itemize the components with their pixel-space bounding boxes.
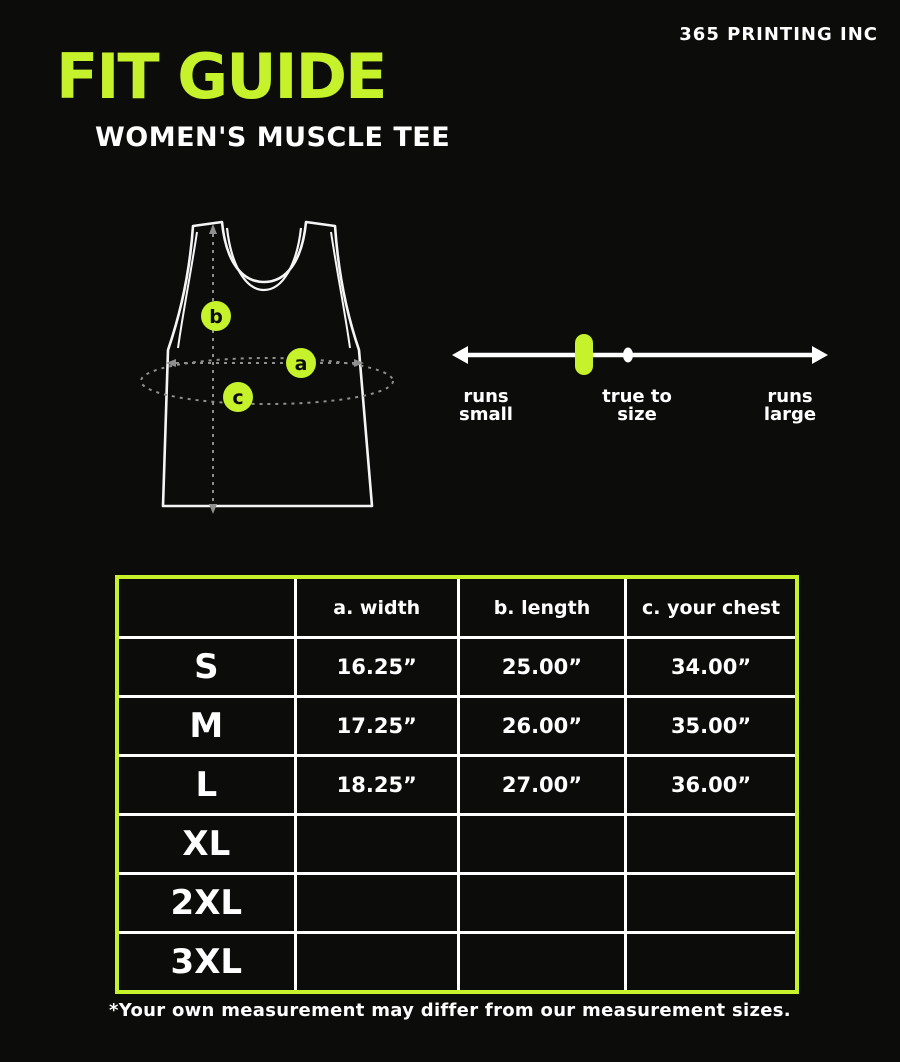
size-cell: M bbox=[117, 697, 295, 756]
measure-point-a-label: a bbox=[294, 353, 308, 375]
length-cell: 27.00” bbox=[458, 756, 625, 815]
chest-cell bbox=[626, 933, 797, 993]
page-subtitle: WOMEN'S MUSCLE TEE bbox=[95, 122, 451, 153]
size-chart-header-row bbox=[117, 577, 797, 638]
chest-measure-ellipse bbox=[141, 358, 393, 404]
fit-scale-arrow-left-icon bbox=[452, 346, 468, 364]
width-cell bbox=[295, 874, 458, 933]
brand-text: 365 PRINTING INC bbox=[679, 24, 878, 45]
table-row bbox=[117, 815, 797, 874]
chest-cell: 34.00” bbox=[626, 638, 797, 697]
width-cell: 18.25” bbox=[295, 756, 458, 815]
chest-cell bbox=[626, 815, 797, 874]
col-header-length: b. length bbox=[458, 577, 625, 638]
chest-cell bbox=[626, 874, 797, 933]
size-cell: L bbox=[117, 756, 295, 815]
measure-point-c bbox=[223, 382, 253, 412]
scale-label-true-to-size: true to size bbox=[602, 386, 672, 425]
table-row bbox=[117, 933, 797, 993]
table-row bbox=[117, 756, 797, 815]
col-header-width: a. width bbox=[295, 577, 458, 638]
size-cell: 3XL bbox=[117, 933, 295, 993]
table-row bbox=[117, 697, 797, 756]
width-cell bbox=[295, 933, 458, 993]
tee-left-armhole-seam bbox=[178, 232, 197, 348]
scale-label-runs-large: runs large bbox=[763, 386, 817, 425]
width-cell bbox=[295, 815, 458, 874]
size-cell: 2XL bbox=[117, 874, 295, 933]
size-cell: XL bbox=[117, 815, 295, 874]
col-header-size bbox=[117, 577, 295, 638]
scale-label-runs-small: runs small bbox=[459, 386, 513, 425]
length-arrow-down-icon bbox=[209, 504, 217, 514]
measure-point-c-label: c bbox=[232, 387, 244, 409]
muscle-tee-diagram bbox=[130, 200, 440, 530]
length-cell bbox=[458, 815, 625, 874]
length-cell: 26.00” bbox=[458, 697, 625, 756]
length-cell: 25.00” bbox=[458, 638, 625, 697]
size-chart-table bbox=[115, 575, 799, 994]
measure-point-b bbox=[201, 301, 231, 331]
width-cell: 17.25” bbox=[295, 697, 458, 756]
tee-right-armhole-seam bbox=[331, 232, 350, 348]
width-cell: 16.25” bbox=[295, 638, 458, 697]
length-cell bbox=[458, 933, 625, 993]
true-to-size-tick bbox=[623, 348, 633, 363]
length-cell bbox=[458, 874, 625, 933]
chest-cell: 36.00” bbox=[626, 756, 797, 815]
length-arrow-up-icon bbox=[209, 224, 217, 234]
chest-cell: 35.00” bbox=[626, 697, 797, 756]
col-header-chest: c. your chest bbox=[626, 577, 797, 638]
fit-scale bbox=[450, 325, 830, 387]
size-cell: S bbox=[117, 638, 295, 697]
table-row bbox=[117, 874, 797, 933]
page-title: FIT GUIDE bbox=[56, 40, 386, 113]
fit-scale-marker bbox=[575, 334, 593, 375]
measure-point-a bbox=[286, 348, 316, 378]
measure-point-b-label: b bbox=[209, 306, 223, 328]
table-row bbox=[117, 638, 797, 697]
footnote: *Your own measurement may differ from our measurement sizes. bbox=[109, 1000, 791, 1021]
fit-scale-arrow-right-icon bbox=[812, 346, 828, 364]
